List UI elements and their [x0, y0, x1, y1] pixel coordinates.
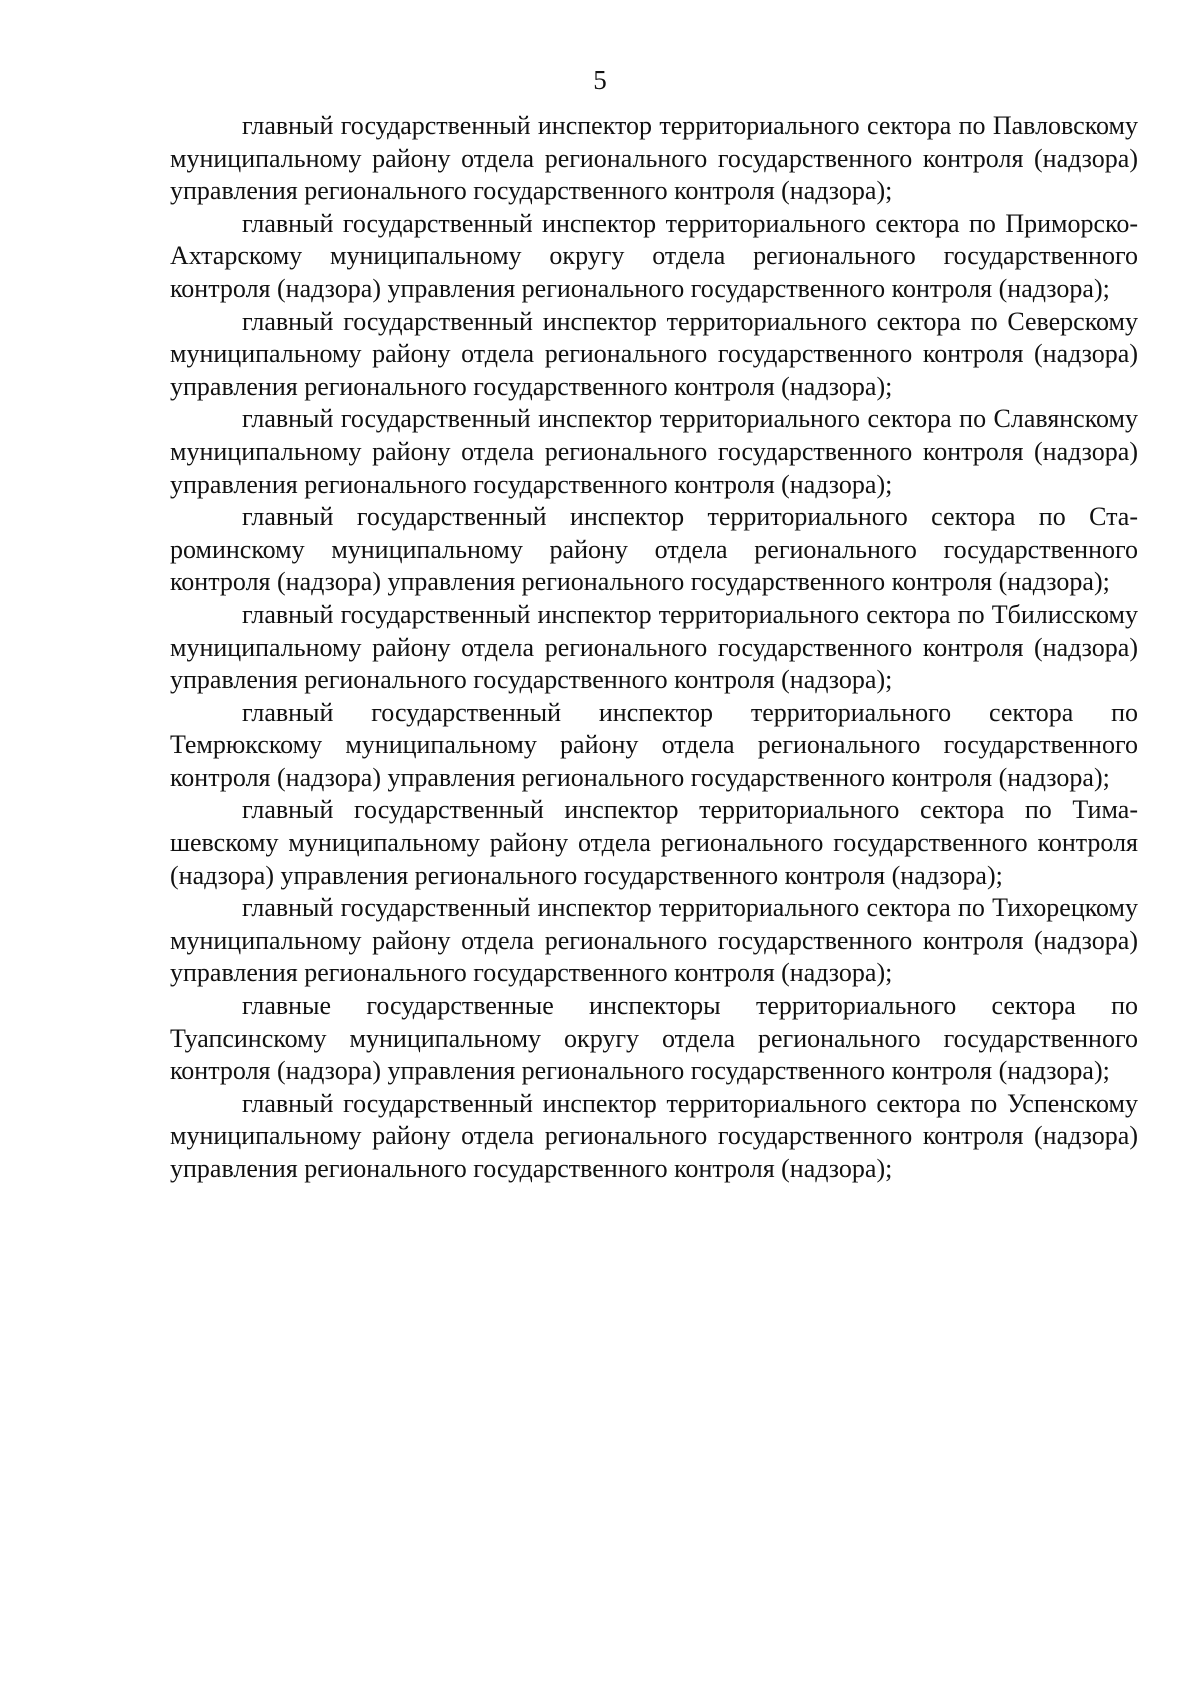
paragraph-pavlovsky: главный государственный инспектор территориального сектора по Павловскому муниципальному району отдела регионального государственного контроля (надзора) управления регионального государственного контроля (надзора); — [170, 111, 1138, 206]
paragraph-uspensky: главный государственный инспектор территориального сектора по Успенскому муниципальному району отдела регионального государственного контроля (надзора) управления регионального государственного контроля (надзора); — [170, 1088, 1138, 1183]
paragraph-starominsky: главный государственный инспектор территориального сектора по Староминскому муниципальному району отдела регионального государственного контроля (надзора) управления регионального государственного контроля (надзора); — [170, 502, 1138, 597]
paragraph-primorsko-akhtarsky: главный государственный инспектор территориального сектора по Приморско-Ахтарскому муниципальному округу отдела регионального государственного контроля (надзора) управления регионального государственного контроля (надзора); — [170, 208, 1138, 303]
page-number: 5 — [593, 65, 607, 95]
paragraph-seversky: главный государственный инспектор территориального сектора по Северскому муниципальному району отдела регионального государственного контроля (надзора) управления регионального государственного контроля (надзора); — [170, 306, 1138, 401]
paragraph-temryuksky: главный государственный инспектор территориального сектора по Темрюкскому муниципальному району отдела регионального государственного контроля (надзора) управления регионального государственного контроля (надзора); — [170, 697, 1138, 792]
document-body — [170, 110, 1138, 1186]
paragraph-tikhoretsky: главный государственный инспектор территориального сектора по Тихорецкому муниципальному району отдела регионального государственного контроля (надзора) управления регионального государственного контроля (надзора); — [170, 893, 1138, 988]
paragraph-slavyansky: главный государственный инспектор территориального сектора по Славянскому муниципальному району отдела регионального государственного контроля (надзора) управления регионального государственного контроля (надзора); — [170, 404, 1138, 499]
paragraph-tuapsinsky: главные государственные инспекторы территориального сектора по Туапсинскому муниципальному округу отдела регионального государственного контроля (надзора) управления регионального государственного контроля (надзора); — [170, 991, 1138, 1086]
paragraph-tbilissky: главный государственный инспектор территориального сектора по Тбилисскому муниципальному району отдела регионального государственного контроля (надзора) управления регионального государственного контроля (надзора); — [170, 599, 1138, 695]
paragraph-timashevsky: главный государственный инспектор территориального сектора по Тимашевскому муниципальному району отдела регионального государственного контроля (надзора) управления регионального государственного контроля (надзора); — [170, 795, 1138, 890]
